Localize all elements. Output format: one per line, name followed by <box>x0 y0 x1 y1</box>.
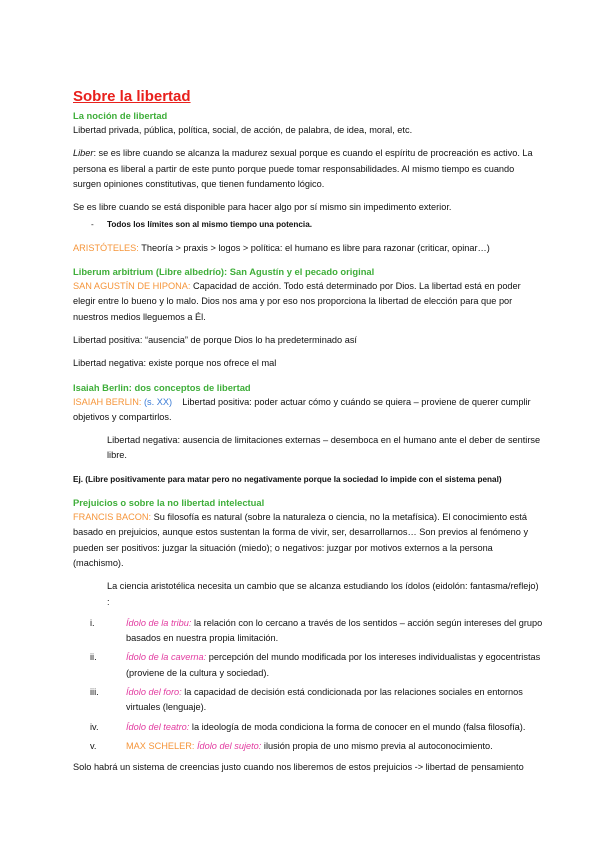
idol-name: Ídolo de la caverna: <box>126 652 207 663</box>
list-item <box>73 685 543 716</box>
agustin-paragraph <box>73 279 543 325</box>
idol-text: la capacidad de decisión está condicionada por las relaciones sociales en entornos virtuales (lenguaje). <box>126 687 523 713</box>
freedom-types: Libertad privada, pública, política, social, de acción, de palabra, de idea, moral, etc. <box>73 125 413 135</box>
list-item <box>73 650 543 681</box>
idol-text: la relación con lo cercano a través de los sentidos – acción según intereses del grupo basados en nuestra propia limitación. <box>126 617 543 644</box>
aristoteles-text: Theoría > praxis > logos > política: el humano es libre para razonar (criticar, opinar…) <box>138 242 490 253</box>
aristoteles-name: ARISTÓTELES: <box>73 242 139 253</box>
bullet-item <box>73 217 543 232</box>
bacon-text: Su filosofía es natural (sobre la naturaleza o ciencia, no la metafísica). El conocimiento está basado en prejuicios, aunque estos sustentan la forma de vivir, ser, desarrollarnos… Son previos al fenómeno y pueden ser positivos: juzgar la situación (miedo); o negativos: juzgar por motivos externos a la persona (machismo). <box>73 512 529 568</box>
berlin-example: Ej. (Libre positivamente para matar pero no negativamente porque la sociedad lo impide con el sistema penal) <box>73 474 502 484</box>
conclusion-paragraph: Solo habrá un sistema de creencias justo cuando nos liberemos de estos prejuicios -> libertad de pensamiento <box>73 762 524 773</box>
document-page <box>73 88 543 784</box>
ciencia-paragraph: La ciencia aristotélica necesita un cambio que se alcanza estudiando los ídolos (eidolón: fantasma/reflejo) : <box>107 581 539 607</box>
bullet-text: Todos los límites son al mismo tiempo una potencia. <box>107 220 313 230</box>
scheler-name: MAX SCHELER: <box>126 740 195 751</box>
idol-name: Ídolo de la tribu: <box>126 617 192 628</box>
section-heading-prejuicios: Prejuicios o sobre la no libertad intelectual <box>73 497 265 509</box>
list-item <box>73 616 543 647</box>
berlin-name: ISAIAH BERLIN: <box>73 396 142 407</box>
positiva-paragraph: Libertad positiva: “ausencia” de porque Dios lo ha predeterminado así <box>73 334 357 345</box>
list-number: iii. <box>90 687 99 698</box>
list-number: ii. <box>90 652 97 663</box>
idol-text: percepción del mundo modificada por los intereses individualistas y egocentristas (proviene de la cultura y sociedad). <box>126 652 541 678</box>
berlin-paragraph <box>73 395 543 426</box>
negativa-paragraph: Libertad negativa: existe porque nos ofrece el mal <box>73 358 277 369</box>
bacon-name: FRANCIS BACON: <box>73 512 152 523</box>
agustin-text: Capacidad de acción. Todo está determinado por Dios. La libertad está en poder elegir entre lo bueno y lo malo. Dios nos ama y por eso nos proporciona la libertad de elección para que por nuestros medios lleguemos a Él. <box>73 281 521 322</box>
list-number: iv. <box>90 721 99 732</box>
berlin-negativa-paragraph: Libertad negativa: ausencia de limitaciones externas – desemboca en el humano ante el deber de sentirse libre. <box>107 435 541 461</box>
page-title: Sobre la libertad <box>73 88 191 105</box>
berlin-century: (s. XX) <box>143 396 173 407</box>
section-heading-nocion: La noción de libertad <box>73 110 168 121</box>
liber-paragraph <box>73 146 543 192</box>
bacon-paragraph <box>73 510 543 571</box>
list-item <box>73 720 543 735</box>
berlin-text: Libertad positiva: poder actuar cómo y cuándo se quiera – proviene de querer cumplir objetivos y compartirlos. <box>73 396 531 422</box>
idol-text: la ideología de moda condiciona la forma de conocer en el mundo (falsa filosofía). <box>189 721 526 732</box>
liber-text: : se es libre cuando se alcanza la madurez sexual porque es cuando el espíritu de procreación es activo. La persona es liberal a partir de este punto porque puede tomar responsabilidades. Al mismo tiempo es cuando surgen opiniones constitutivas, que tienen fundamento lógico. <box>73 148 533 189</box>
idol-name: Ídolo del sujeto: <box>194 740 262 751</box>
idol-name: Ídolo del foro: <box>126 687 182 698</box>
idols-list <box>73 616 543 754</box>
liber-term: Liber <box>73 148 94 159</box>
idol-name: Ídolo del teatro: <box>126 721 190 732</box>
list-number: i. <box>90 617 95 628</box>
agustin-name: SAN AGUSTÍN DE HIPONA: <box>73 281 191 292</box>
libre-paragraph: Se es libre cuando se está disponible para hacer algo por sí mismo sin impedimento exterior. <box>73 202 452 213</box>
idol-text: ilusión propia de uno mismo previa al autoconocimiento. <box>261 740 493 751</box>
section-heading-berlin: Isaiah Berlin: dos conceptos de libertad <box>73 381 251 393</box>
list-number: v. <box>90 740 97 751</box>
bullet-dash: - <box>91 220 94 230</box>
list-item <box>73 739 543 754</box>
section-heading-liberum: Liberum arbitrium (Libre albedrío): San Agustín y el pecado original <box>73 266 375 278</box>
aristoteles-paragraph <box>73 241 543 256</box>
